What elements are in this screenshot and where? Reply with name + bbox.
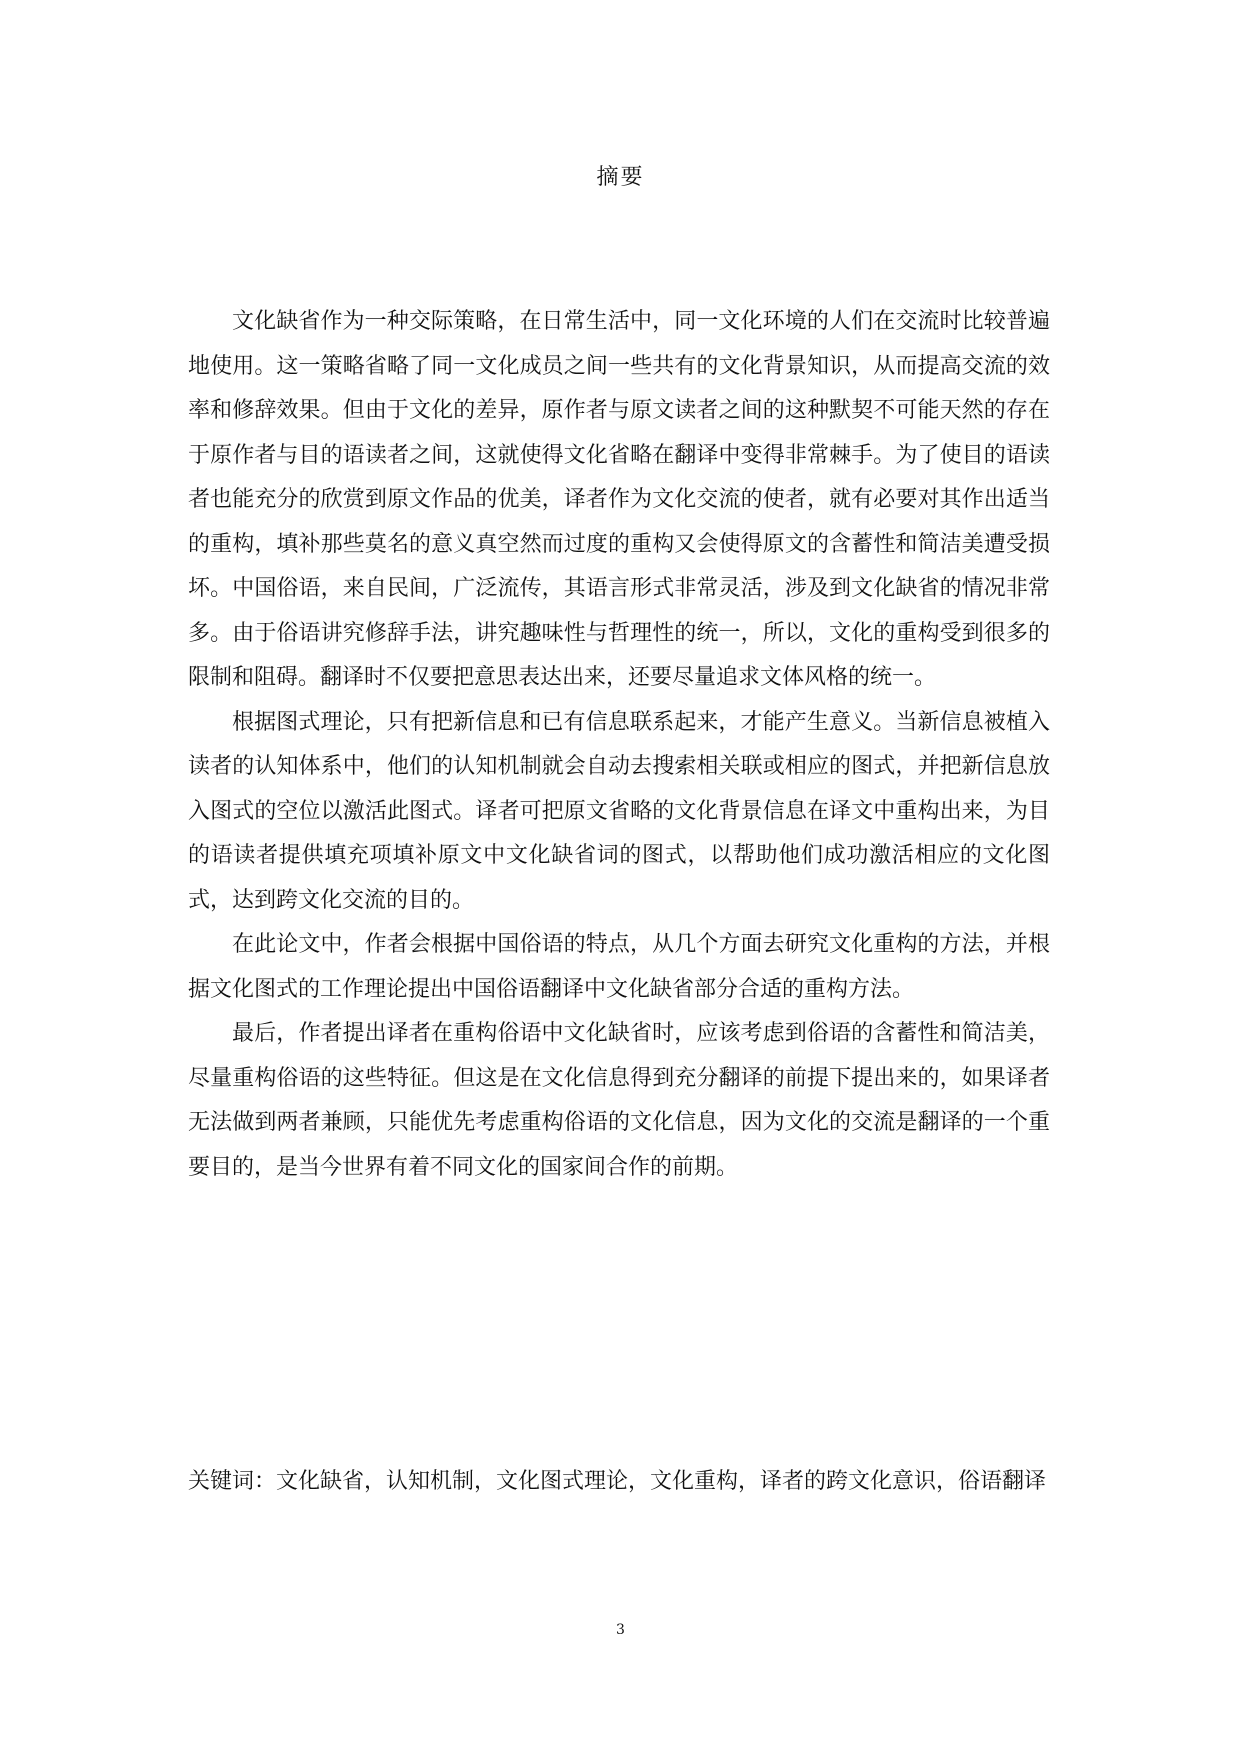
page-title: 摘要 [596, 165, 645, 190]
abstract-paragraph-4: 最后，作者提出译者在重构俗语中文化缺省时，应该考虑到俗语的含蓄性和简洁美，尽量重构俗语的这些特征。但这是在文化信息得到充分翻译的前提下提出来的，如果译者无法做到两者兼顾，只能优先考虑重构俗语的文化信息，因为文化的交流是翻译的一个重要目的，是当今世界有着不同文化的国家间合作的前期。 [188, 1021, 1050, 1180]
keywords-section [188, 1460, 1058, 1505]
abstract-body [188, 300, 1050, 1190]
abstract-paragraph-3: 在此论文中，作者会根据中国俗语的特点，从几个方面去研究文化重构的方法，并根据文化图式的工作理论提出中国俗语翻译中文化缺省部分合适的重构方法。 [188, 932, 1050, 1002]
page-number: 3 [616, 1622, 625, 1638]
keywords-label: 关键词： [188, 1469, 277, 1494]
abstract-paragraph-1: 文化缺省作为一种交际策略，在日常生活中，同一文化环境的人们在交流时比较普遍地使用。这一策略省略了同一文化成员之间一些共有的文化背景知识，从而提高交流的效率和修辞效果。但由于文化的差异，原作者与原文读者之间的这种默契不可能天然的存在于原作者与目的语读者之间，这就使得文化省略在翻译中变得非常棘手。为了使目的语读者也能充分的欣赏到原文作品的优美，译者作为文化交流的使者，就有必要对其作出适当的重构，填补那些莫名的意义真空然而过度的重构又会使得原文的含蓄性和简洁美遭受损坏。中国俗语，来自民间，广泛流传，其语言形式非常灵活，涉及到文化缺省的情况非常多。由于俗语讲究修辞手法，讲究趣味性与哲理性的统一，所以，文化的重构受到很多的限制和阻碍。翻译时不仅要把意思表达出来，还要尽量追求文体风格的统一。 [188, 309, 1050, 690]
abstract-paragraph-2: 根据图式理论，只有把新信息和已有信息联系起来，才能产生意义。当新信息被植入读者的认知体系中，他们的认知机制就会自动去搜索相关联或相应的图式，并把新信息放入图式的空位以激活此图式。译者可把原文省略的文化背景信息在译文中重构出来，为目的语读者提供填充项填补原文中文化缺省词的图式，以帮助他们成功激活相应的文化图式，达到跨文化交流的目的。 [188, 709, 1050, 913]
keywords-text: 文化缺省，认知机制，文化图式理论，文化重构，译者的跨文化意识，俗语翻译 [276, 1469, 1047, 1494]
